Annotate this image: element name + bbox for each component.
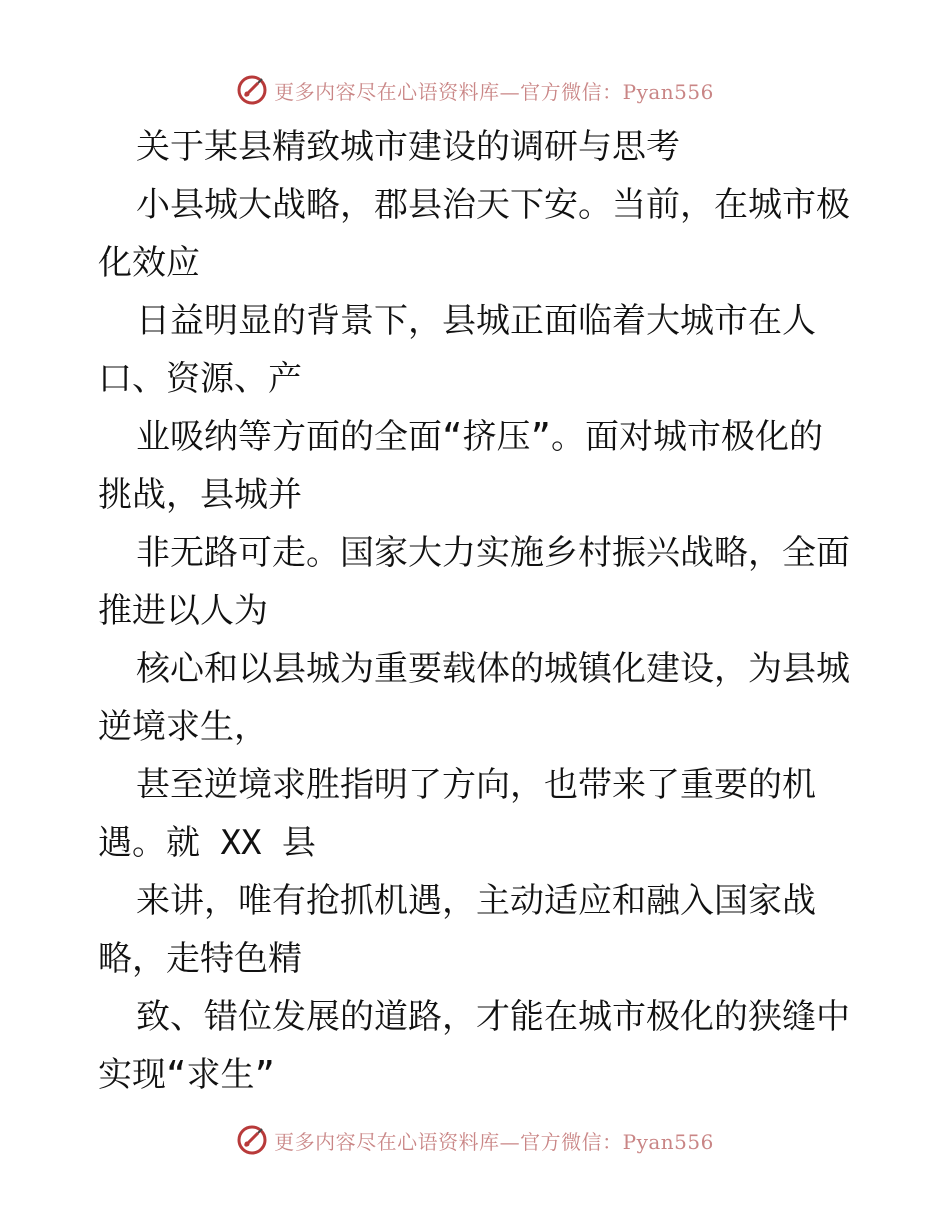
banner-text: 更多内容尽在心语资料库—官方微信：Pyan556	[274, 1129, 714, 1154]
banner-text: 更多内容尽在心语资料库—官方微信：Pyan556	[274, 79, 714, 104]
header-banner	[0, 70, 950, 110]
text-line: 推进以人为	[98, 591, 268, 631]
footer-banner	[0, 1120, 950, 1160]
text-line: 小县城大战略，郡县治天下安。当前，在城市极	[136, 185, 850, 225]
text-line: 化效应	[98, 243, 200, 283]
text-line: 致、错位发展的道路，才能在城市极化的狭缝中	[136, 997, 850, 1037]
text-line: 核心和以县城为重要载体的城镇化建设，为县城	[136, 649, 850, 689]
text-line: 业吸纳等方面的全面“挤压”。面对城市极化的	[136, 417, 823, 457]
text-line: 口、资源、产	[98, 359, 302, 399]
quill-logo-icon	[236, 74, 268, 106]
text-line: 逆境求生，	[98, 707, 268, 747]
text-line: 略，走特色精	[98, 939, 302, 979]
document-body	[98, 118, 858, 1104]
text-line: 实现“求生”	[98, 1055, 275, 1095]
quill-logo-icon	[236, 1124, 268, 1156]
text-line: 挑战，县城并	[98, 475, 302, 515]
text-line: 日益明显的背景下，县城正面临着大城市在人	[136, 301, 816, 341]
text-line: 关于某县精致城市建设的调研与思考	[136, 127, 680, 167]
text-line: 遇。就 XX 县	[98, 823, 316, 863]
text-line: 非无路可走。国家大力实施乡村振兴战略，全面	[136, 533, 850, 573]
text-line: 来讲，唯有抢抓机遇，主动适应和融入国家战	[136, 881, 816, 921]
text-line: 甚至逆境求胜指明了方向，也带来了重要的机	[136, 765, 816, 805]
